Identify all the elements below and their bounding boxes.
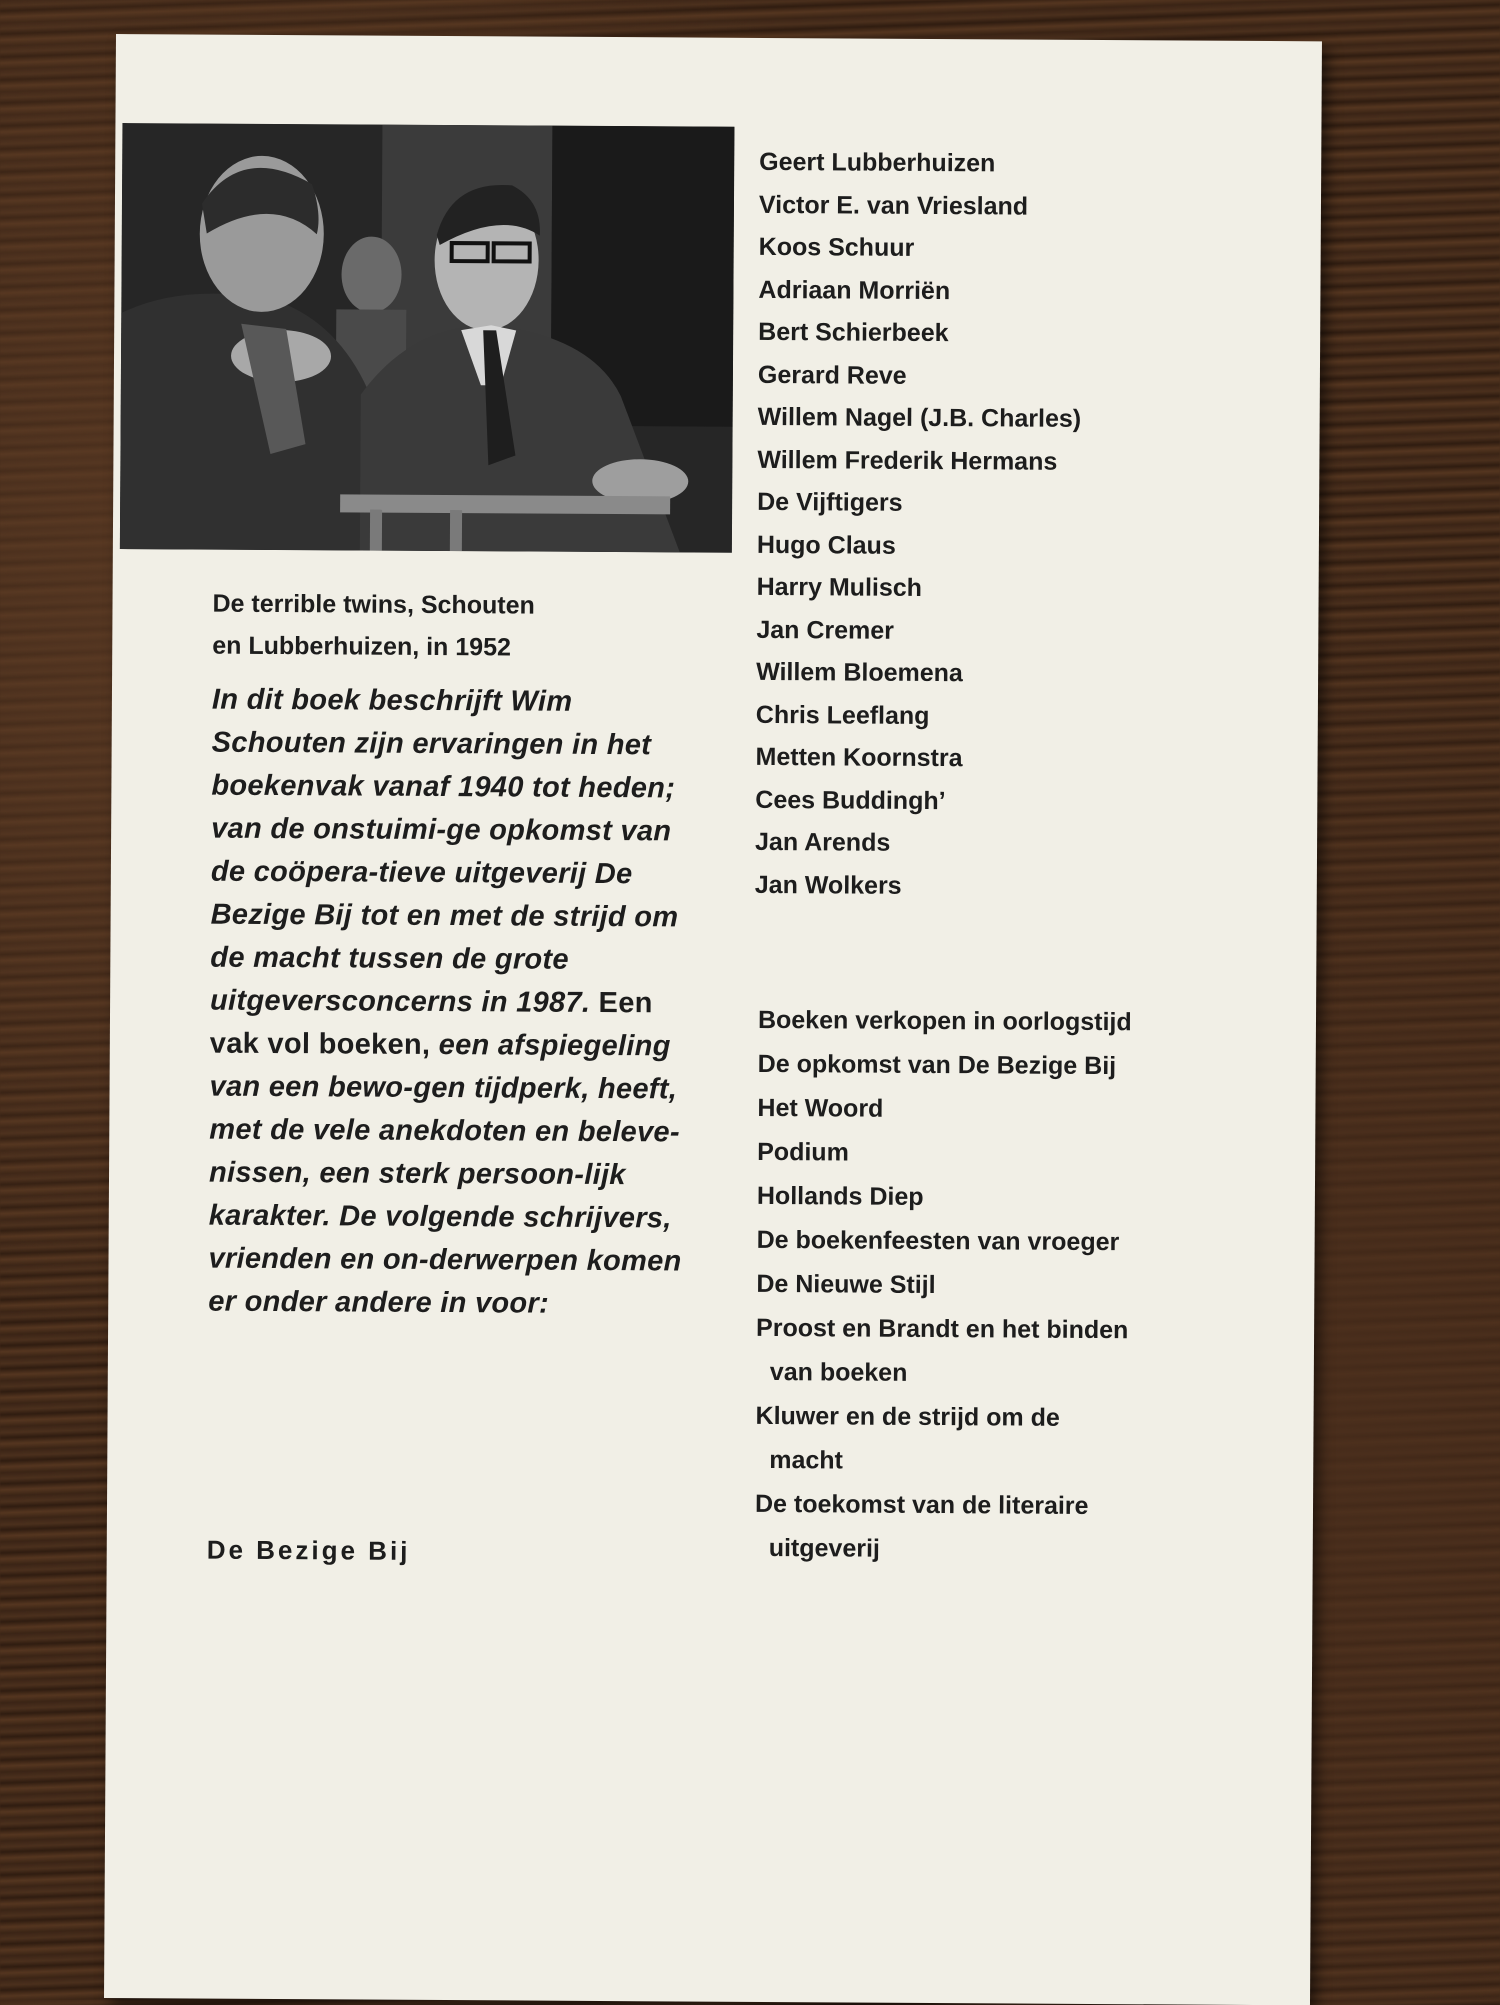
topic-item [755,1394,1129,1484]
publisher-name: De Bezige Bij [206,1534,411,1566]
topic-line: Boeken verkopen in oorlogstijd [757,1005,1132,1037]
blurb-part-1: In dit boek beschrijft Wim Schouten zijn ervaringen in het boekenvak vanaf 1940 tot heden; van de onstuimi-ge opkomst van de coöpera-tieve uitgeverij De Bezige Bij tot en met de strijd om de macht tussen de grote uitgeversconcerns in 1987. [209,683,679,1019]
caption-line-1: De terrible twins, Schouten [212,589,535,620]
name-item: Jan Wolkers [754,870,902,900]
name-item: Geert Lubberhuizen [759,147,996,178]
name-item: Jan Arends [754,827,891,857]
name-item: Metten Koornstra [755,742,963,773]
book-back-cover [104,34,1322,2005]
names-list [755,141,1083,908]
topic-line: Hollands Diep [756,1181,924,1211]
topic-line: Kluwer en de strijd om de [755,1401,1060,1432]
blurb-part-2: een afspiegeling van een bewo-gen tijdperk, heeft, met de vele anekdoten en beleve-nissen, een sterk persoon-lijk karakter. De volgende schrijvers, vrienden en on-derwerpen komen er onder andere in voor: [208,1028,682,1320]
topic-line: De opkomst van De Bezige Bij [757,1049,1117,1081]
name-item: Bert Schierbeek [758,317,949,348]
name-item: Willem Bloemena [756,657,963,688]
name-item: Harry Mulisch [756,572,923,602]
name-item: Jan Cremer [756,615,895,645]
name-item: Chris Leeflang [755,700,930,730]
topic-item [758,998,1132,1044]
topic-line: Podium [757,1137,849,1167]
topic-item [756,1262,1130,1308]
topic-item [757,1086,1131,1132]
topic-line: De boekenfeesten van vroeger [756,1225,1120,1257]
name-item: Cees Buddingh’ [755,785,946,815]
name-item: Victor E. van Vriesland [758,190,1029,221]
topic-line: Het Woord [757,1093,884,1123]
topic-line-continued: macht [769,1446,844,1475]
topic-item [758,1042,1132,1088]
topic-item [757,1218,1131,1264]
topic-item [757,1174,1131,1220]
name-item: Willem Frederik Hermans [757,445,1058,476]
blurb-text [208,679,712,1327]
photo-caption [212,583,673,670]
caption-line-2: en Lubberhuizen, in 1952 [212,631,512,662]
topic-item [757,1130,1131,1176]
name-item: Willem Nagel (J.B. Charles) [757,402,1082,433]
name-item: Gerard Reve [757,360,907,390]
name-item: Hugo Claus [756,530,896,560]
topic-line: De toekomst van de literaire [754,1489,1089,1520]
topic-line-continued: van boeken [769,1358,908,1387]
topic-line: Proost en Brandt en het binden [756,1313,1129,1345]
cover-photo [120,123,735,553]
topic-line-continued: uitgeverij [768,1534,881,1563]
blurb-book-title: Een vak vol boeken, [209,986,653,1061]
topic-line: De Nieuwe Stijl [756,1269,936,1300]
topic-item [756,1306,1130,1396]
topics-list [755,998,1132,1572]
name-item: Koos Schuur [758,232,915,262]
name-item: Adriaan Morriën [758,275,951,305]
topic-item [755,1482,1129,1572]
name-item: De Vijftigers [757,487,903,517]
